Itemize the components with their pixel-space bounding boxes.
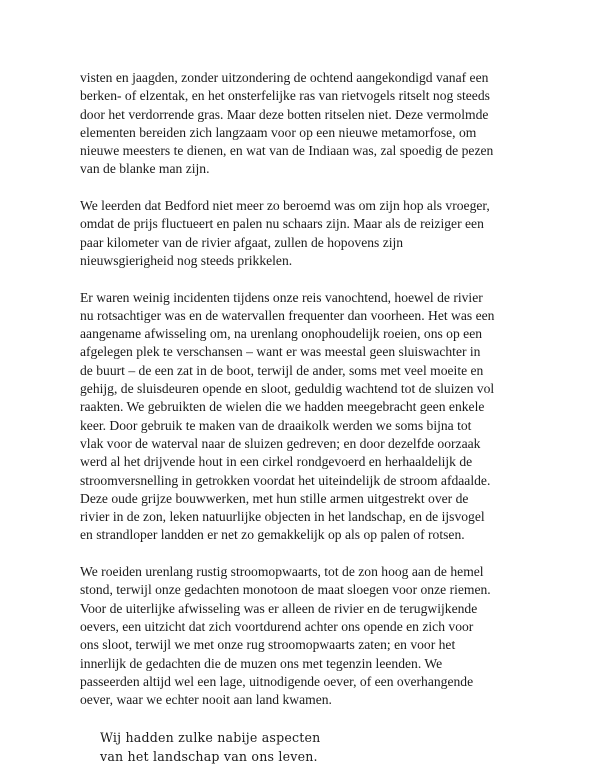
document-page bbox=[80, 69, 532, 766]
paragraph-3: Er waren weinig incidenten tijdens onze reis vanochtend, hoewel de rivier nu rotsachtiger was en de watervallen frequenter dan voorheen. Het was een aangename afwisseling om, na urenlang onophoudelijk roeien, ons op een afgelegen plek te verschansen – want er was meestal geen sluiswachter in de buurt – de een zat in de boot, terwijl de ander, soms met veel moeite en gehijg, de sluisdeuren opende en sloot, geduldig wachtend tot de sluizen vol raakten. We gebruikten de wielen die we hadden meegebracht geen enkele keer. Door gebruik te maken van de draaikolk werden we soms bijna tot vlak voor de waterval naar de sluizen gedreven; en door dezelfde oorzaak werd al het drijvende hout in een cirkel rondgevoerd en herhaaldelijk de stroomversnelling in getrokken voordat het uiteindelijk de stroom afdaalde. Deze oude grijze bouwwerken, met hun stille armen uitgestrekt over de rivier in de zon, leken natuurlijke objecten in het landschap, en de ijsvogel en strandloper landden er net zo gemakkelijk op als op palen of rotsen. bbox=[80, 289, 495, 543]
verse-quote: Wij hadden zulke nabije aspecten van het landschap van ons leven. bbox=[100, 729, 321, 764]
paragraph-2: We leerden dat Bedford niet meer zo beroemd was om zijn hop als vroeger, omdat de prijs fluctueert en palen nu schaars zijn. Maar als de reiziger een paar kilometer van de rivier afgaat, zullen de hopovens zijn nieuwsgierigheid nog steeds prikkelen. bbox=[80, 198, 490, 268]
paragraph-1: visten en jaagden, zonder uitzondering de ochtend aangekondigd vanaf een berken- of elzentak, en het onsterfelijke ras van rietvogels ritselt nog steeds door het verdorrende gras. Maar deze botten ritselen niet. Deze vermolmde elementen bereiden zich langzaam voor op een nieuwe metamorfose, om nieuwe meesters te dienen, en wat van de Indiaan was, zal spoedig de pezen van de blanke man zijn. bbox=[80, 70, 494, 177]
paragraph-4: We roeiden urenlang rustig stroomopwaarts, tot de zon hoog aan de hemel stond, terwijl onze gedachten monotoon de maat sloegen voor onze riemen. Voor de uiterlijke afwisseling was er alleen de rivier en de terugwijkende oevers, een uitzicht dat zich voortdurend achter ons opende en zich voor ons sloot, terwijl we met onze rug stroomopwaarts zaten; en voor het innerlijk de gedachten die de muzen ons met tegenzin leenden. We passeerden altijd wel een lage, uitnodigende oever, of een overhangende oever, waar we echter nooit aan land kwamen. bbox=[80, 564, 491, 708]
